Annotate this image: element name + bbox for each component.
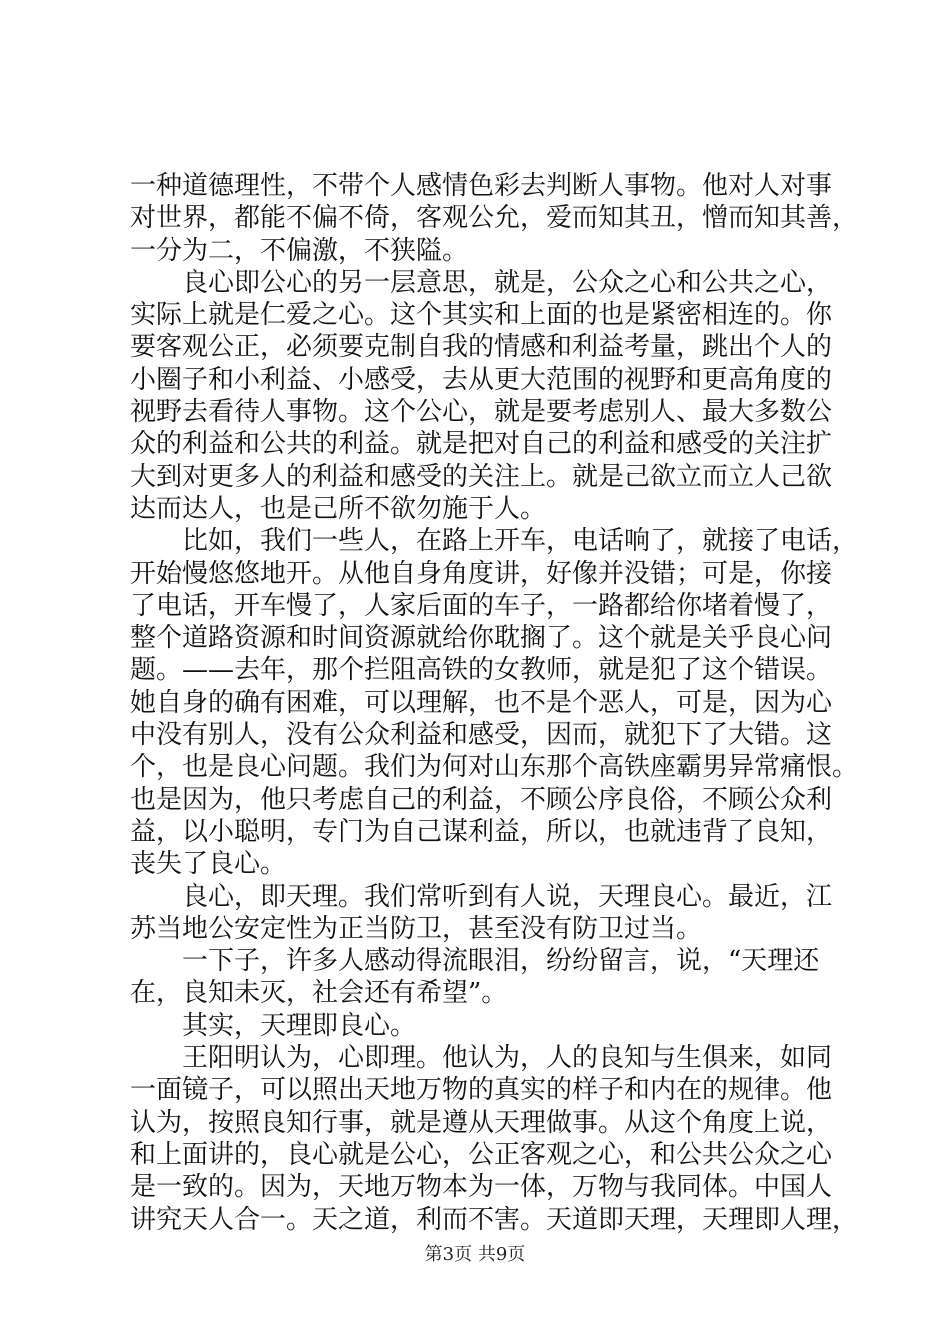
page-footer: 第3页 共9页	[424, 1244, 526, 1265]
text-line: 一分为二，不偏激，不狭隘。	[130, 235, 469, 266]
text-line: 比如，我们一些人，在路上开车，电话响了，就接了电话，	[182, 526, 859, 557]
text-line: 讲究天人合一。天之道，利而不害。天道即天理，天理即人理，	[130, 1204, 859, 1235]
text-line: 她自身的确有困难，可以理解，也不是个恶人，可是，因为心	[130, 687, 833, 718]
text-line: 和上面讲的，良心就是公心，公正客观之心，和公共公众之心	[130, 1139, 833, 1170]
text-line: 对世界，都能不偏不倚，客观公允，爱而知其丑，憎而知其善，	[130, 203, 859, 234]
text-line: 也是因为，他只考虑自己的利益，不顾公序良俗，不顾公众利	[130, 784, 833, 815]
text-line: 一种道德理性，不带个人感情色彩去判断人事物。他对人对事	[130, 171, 833, 201]
text-line: 中没有别人，没有公众利益和感受，因而，就犯下了大错。这	[130, 720, 833, 751]
text-line: 王阳明认为，心即理。他认为，人的良知与生俱来，如同	[182, 1043, 833, 1074]
text-line: 在，良知未灭，社会还有希望”。	[130, 978, 508, 1009]
text-line: 开始慢悠悠地开。从他自身角度讲，好像并没错；可是，你接	[130, 558, 833, 589]
text-line: 视野去看待人事物。这个公心，就是要考虑别人、最大多数公	[130, 397, 833, 428]
text-line: 认为，按照良知行事，就是遵从天理做事。从这个角度上说，	[130, 1107, 833, 1138]
text-line: 一面镜子，可以照出天地万物的真实的样子和内在的规律。他	[130, 1075, 833, 1106]
text-line: 实际上就是仁爱之心。这个其实和上面的也是紧密相连的。你	[130, 300, 833, 331]
text-line: 整个道路资源和时间资源就给你耽搁了。这个就是关乎良心问	[130, 623, 833, 654]
text-line: 苏当地公安定性为正当防卫，甚至没有防卫过当。	[130, 913, 703, 944]
text-line: 了电话，开车慢了，人家后面的车子，一路都给你堵着慢了，	[130, 590, 833, 621]
text-line: 益，以小聪明，专门为自己谋利益，所以，也就违背了良知，	[130, 816, 833, 847]
text-line: 其实，天理即良心。	[182, 1010, 417, 1041]
text-line: 良心即公心的另一层意思，就是，公众之心和公共之心，	[182, 267, 833, 298]
text-line: 良心，即天理。我们常听到有人说，天理良心。最近，江	[182, 881, 833, 912]
text-line: 众的利益和公共的利益。就是把对自己的利益和感受的关注扩	[130, 429, 833, 460]
text-line: 要客观公正，必须要克制自我的情感和利益考量，跳出个人的	[130, 332, 833, 363]
text-line: 是一致的。因为，天地万物本为一体，万物与我同体。中国人	[130, 1172, 833, 1203]
text-line: 丧失了良心。	[130, 849, 287, 880]
text-line: 一下子，许多人感动得流眼泪，纷纷留言，说，“天理还	[182, 946, 820, 977]
text-line: 个，也是良心问题。我们为何对山东那个高铁座霸男异常痛恨。	[130, 752, 859, 783]
text-line: 题。——去年，那个拦阻高铁的女教师，就是犯了这个错误。	[130, 655, 833, 686]
body-text	[130, 170, 859, 1236]
text-line: 大到对更多人的利益和感受的关注上。就是己欲立而立人己欲	[130, 461, 833, 492]
text-line: 小圈子和小利益、小感受，去从更大范围的视野和更高角度的	[130, 364, 833, 395]
text-line: 达而达人，也是己所不欲勿施于人。	[130, 493, 547, 524]
